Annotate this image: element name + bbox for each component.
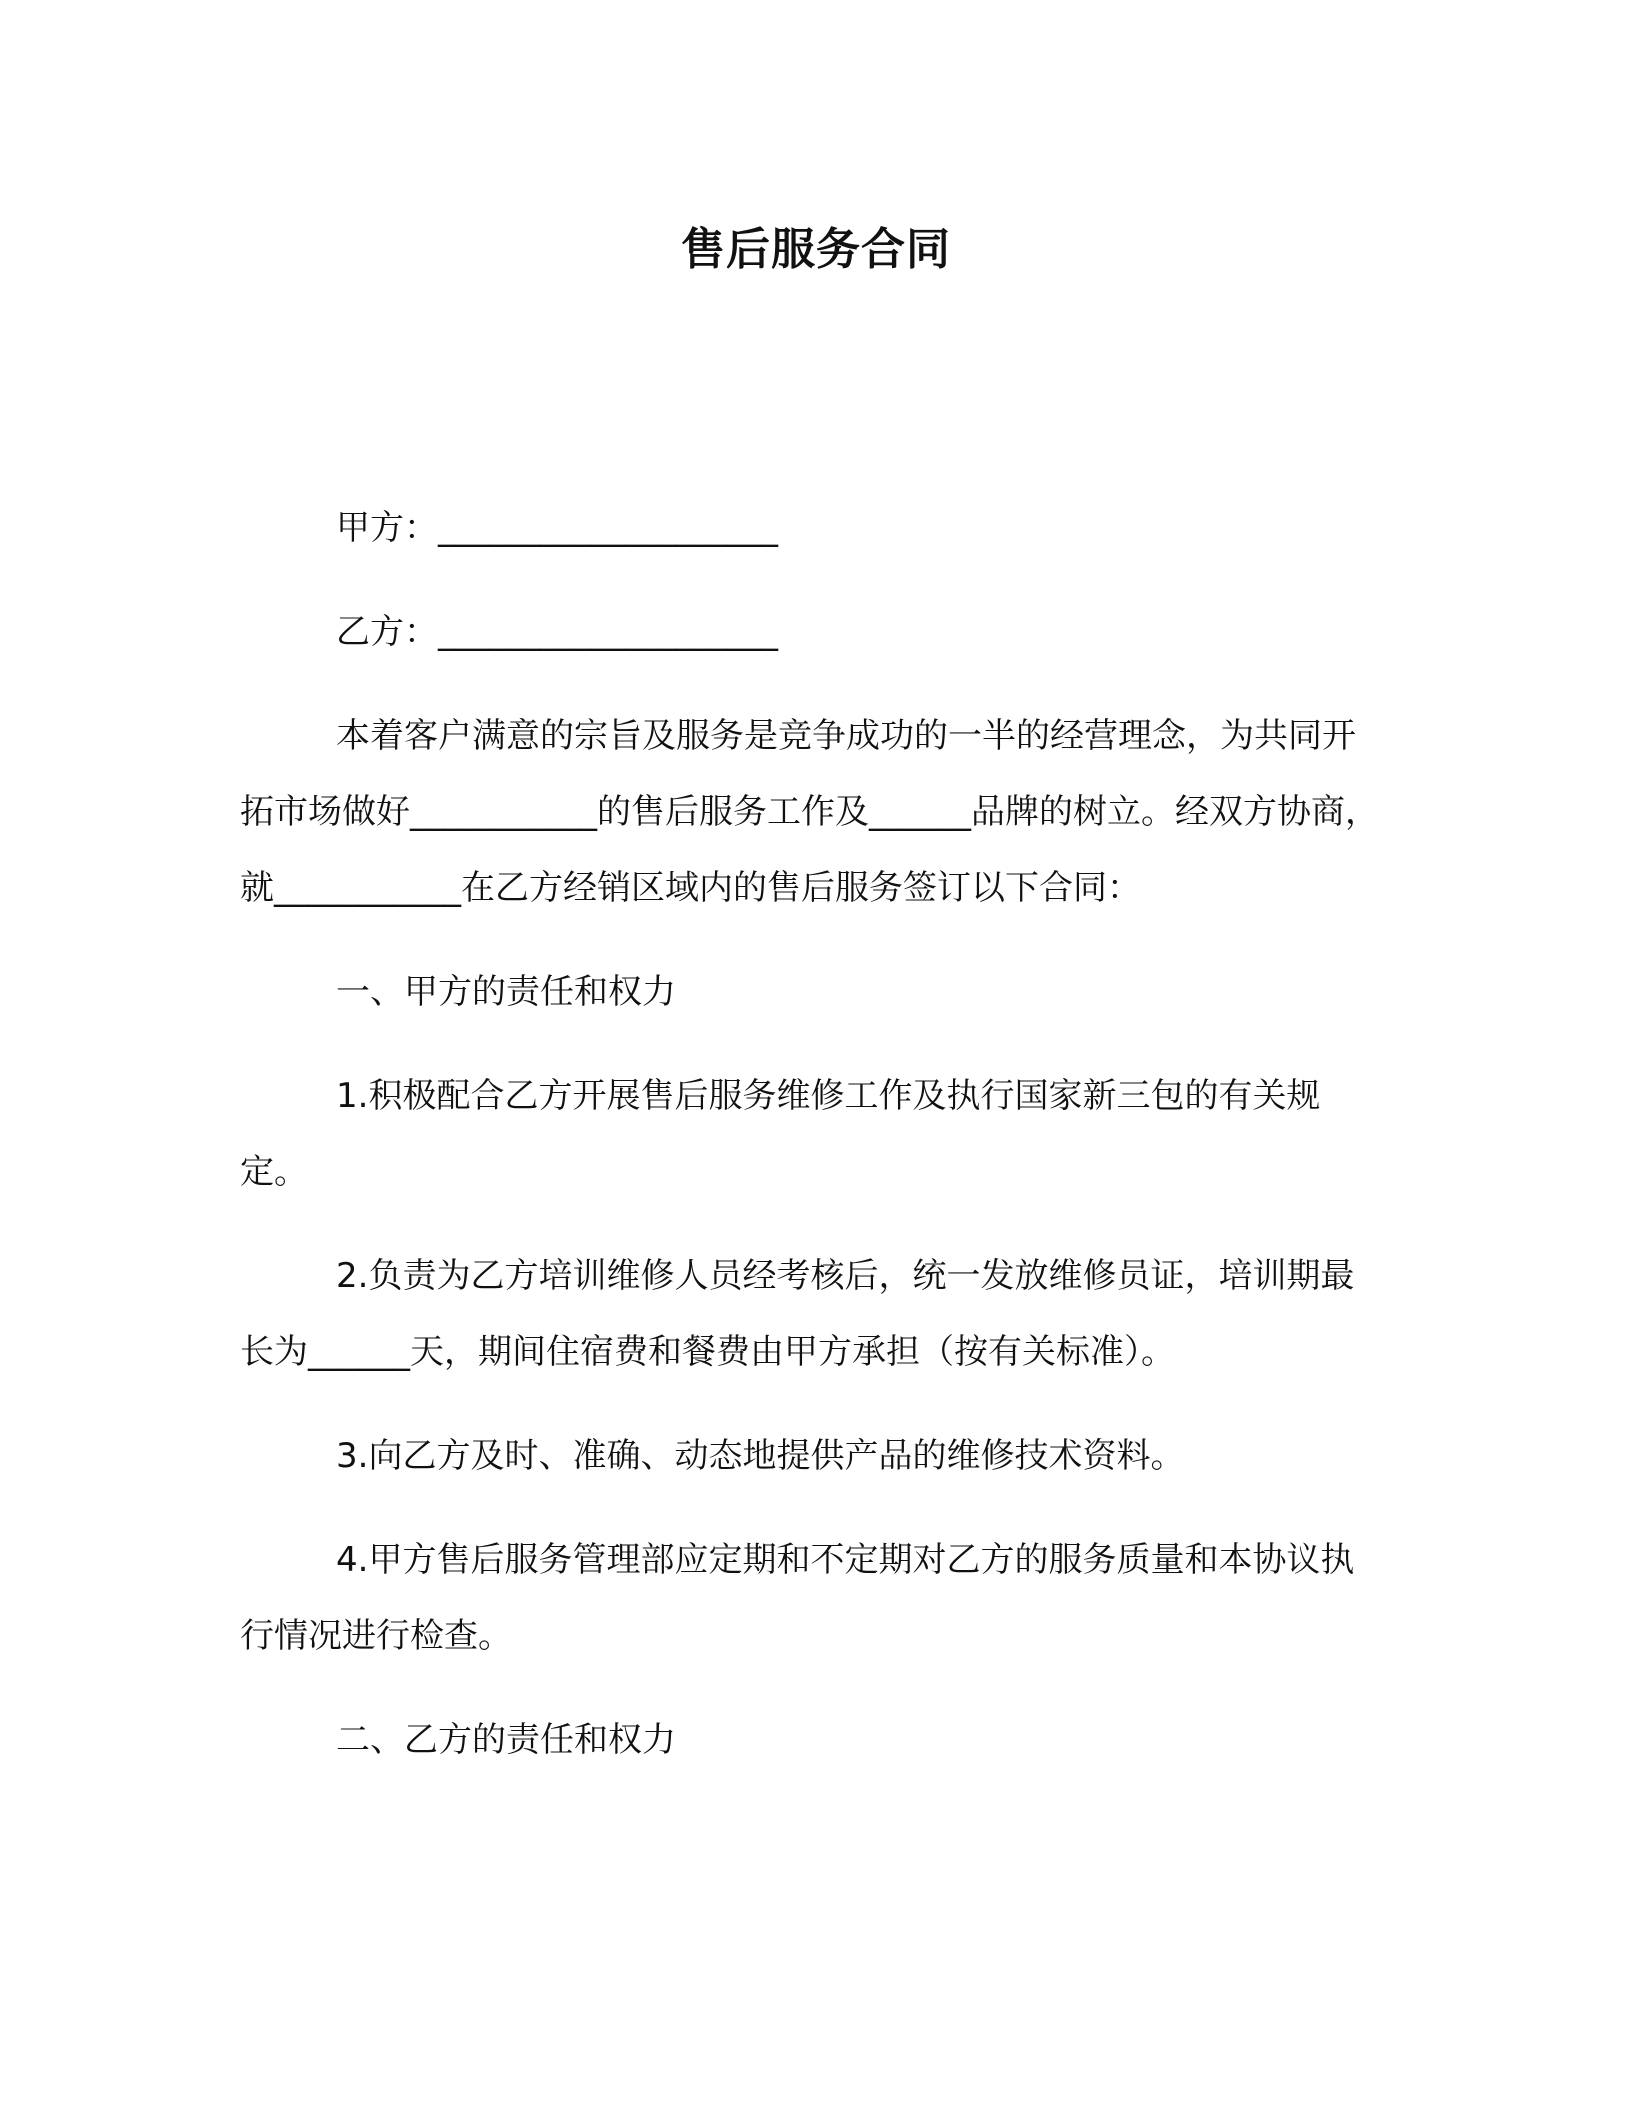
section-1-heading: 一、甲方的责任和权力 <box>336 972 676 1012</box>
document-title: 售后服务合同 <box>681 224 951 275</box>
section-1-item-3: 3.向乙方及时、准确、动态地提供产品的维修技术资料。 <box>336 1436 1185 1476</box>
intro-paragraph: 本着客户满意的宗旨及服务是竞争成功的一半的经营理念，为共同开拓市场做好___________的售后服务工作及______品牌的树立。经双方协商，就___________在乙方经销区域内的售后服务签订以下合同： <box>240 716 1379 908</box>
document-body <box>240 490 1380 1806</box>
section-1-item-2: 2.负责为乙方培训维修人员经考核后，统一发放维修员证，培训期最长为______天，期间住宿费和餐费由甲方承担（按有关标准）。 <box>240 1256 1355 1372</box>
section-1-item-1: 1.积极配合乙方开展售后服务维修工作及执行国家新三包的有关规定。 <box>240 1076 1321 1192</box>
party-a-line: 甲方：____________________ <box>336 508 778 548</box>
party-b-line: 乙方：____________________ <box>336 612 778 652</box>
section-2-heading: 二、乙方的责任和权力 <box>336 1720 676 1760</box>
section-1-item-4: 4.甲方售后服务管理部应定期和不定期对乙方的服务质量和本协议执行情况进行检查。 <box>240 1540 1355 1656</box>
